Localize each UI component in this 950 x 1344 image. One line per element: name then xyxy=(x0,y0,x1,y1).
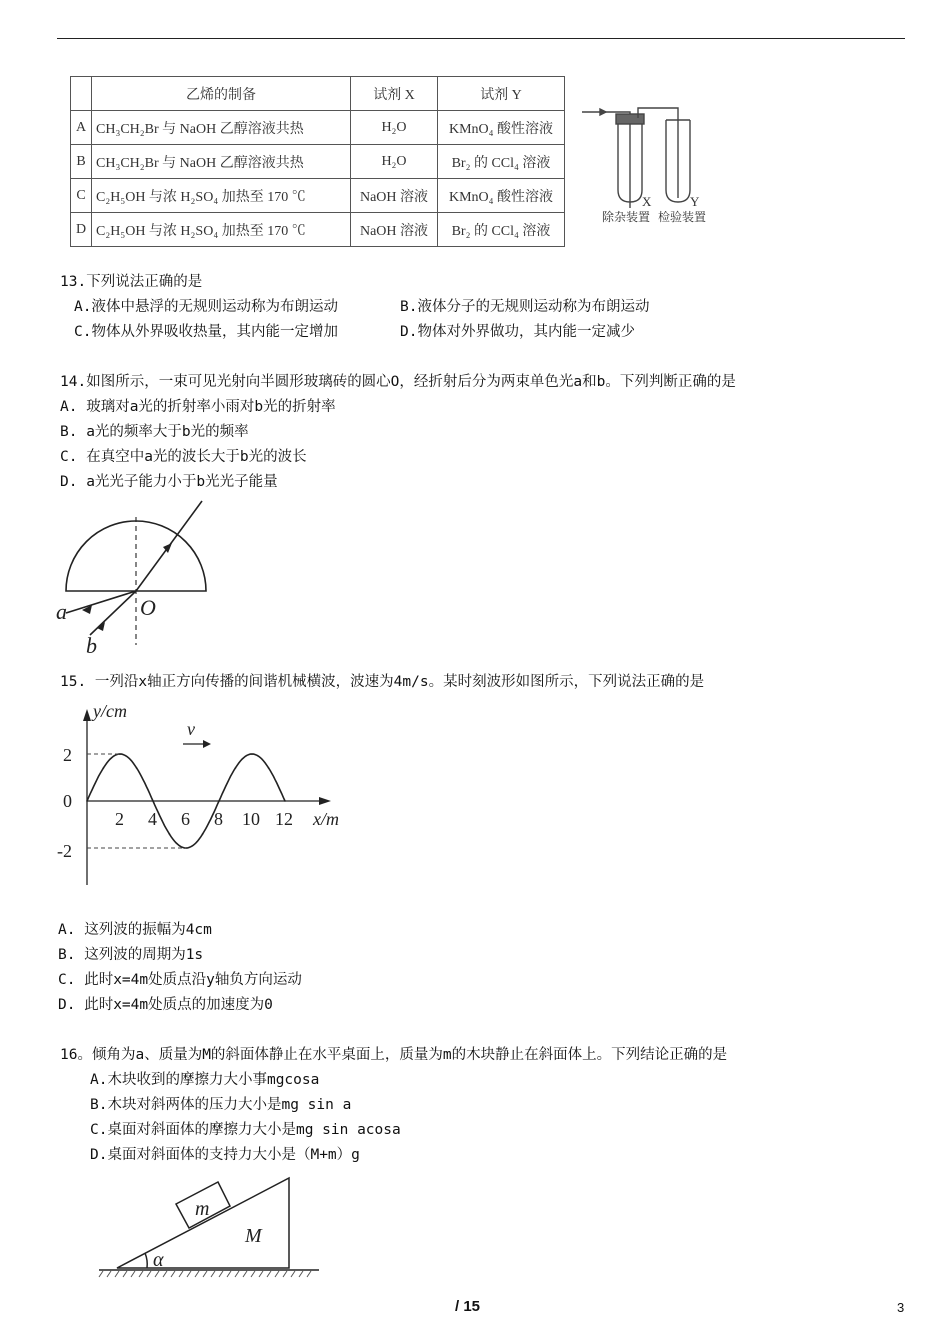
wave-point xyxy=(268,767,270,769)
table-header-row xyxy=(71,77,565,111)
ground-hatching xyxy=(99,1271,311,1277)
table-row xyxy=(71,111,565,145)
q14-option-d: D. a光光子能力小于b光光子能量 xyxy=(60,474,278,490)
q14-option-a: A. 玻璃对a光的折射率小雨对b光的折射率 xyxy=(60,399,336,415)
row-reagent-y: Br₂ 的 CCl₄ 溶液 xyxy=(438,213,565,247)
wave-point xyxy=(235,767,237,769)
semicircle-refraction-figure xyxy=(52,495,232,660)
label-a: a xyxy=(56,599,67,624)
wave-point xyxy=(169,833,171,835)
caption-test: 检验装置 xyxy=(658,210,707,224)
label-b: b xyxy=(86,633,97,658)
q14-option-b: B. a光的频率大于b光的频率 xyxy=(60,424,249,440)
page-number: 3 xyxy=(897,1300,905,1315)
q14-stem: 14.如图所示，一束可见光射向半圆形玻璃砖的圆心O，经折射后分为两束单色光a和b。下列判断正确的是 xyxy=(60,374,736,390)
q15-option-b: B. 这列波的周期为1s xyxy=(58,947,204,963)
incline-figure xyxy=(95,1170,325,1285)
label-m: m xyxy=(195,1198,210,1220)
y-axis-label: y/cm xyxy=(93,701,127,721)
row-reagent-x: H₂O xyxy=(351,111,438,145)
label-alpha: α xyxy=(153,1249,164,1271)
apparatus-figure xyxy=(578,98,708,228)
header-blank xyxy=(71,77,92,111)
header-reagent-x: 试剂 X xyxy=(351,77,438,111)
wave-point xyxy=(136,767,138,769)
x-axis-label: x/m xyxy=(313,809,339,829)
label-o: O xyxy=(140,595,156,620)
q15-option-a: A. 这列波的振幅为4cm xyxy=(58,922,212,938)
table-row xyxy=(71,145,565,179)
wave-point xyxy=(86,800,88,802)
q13-stem: 13.下列说法正确的是 xyxy=(60,274,203,290)
caption-purify: 除杂装置 xyxy=(602,210,651,224)
velocity-label: v xyxy=(187,719,195,739)
q13-option-d: D.物体对外界做功，其内能一定减少 xyxy=(400,324,635,340)
velocity-arrow-head xyxy=(203,740,211,748)
x-tick-label: 12 xyxy=(275,809,293,829)
wave-point xyxy=(202,833,204,835)
header-prep: 乙烯的制备 xyxy=(92,77,351,111)
wave-point xyxy=(218,800,220,802)
x-tick-label: 2 xyxy=(115,809,124,829)
q16-option-d: D.桌面对斜面体的支持力大小是（M+m）g xyxy=(90,1147,360,1163)
q15-option-c: C. 此时x=4m处质点沿y轴负方向运动 xyxy=(58,972,302,988)
q13-option-a: A.液体中悬浮的无规则运动称为布朗运动 xyxy=(74,299,338,315)
wave-graph xyxy=(55,695,355,890)
table-row xyxy=(71,213,565,247)
label-x: X xyxy=(642,194,652,209)
label-big-m: M xyxy=(245,1225,262,1247)
row-letter: C xyxy=(71,179,92,213)
left-stopper xyxy=(616,114,644,124)
q15-option-d: D. 此时x=4m处质点的加速度为0 xyxy=(58,997,273,1013)
q13-option-c: C.物体从外界吸收热量，其内能一定增加 xyxy=(74,324,338,340)
row-prep: C₂H₅OH 与浓 H₂SO₄ 加热至 170 ℃ xyxy=(92,179,351,213)
wave-point xyxy=(103,767,105,769)
row-reagent-x: NaOH 溶液 xyxy=(351,179,438,213)
q16-option-a: A.木块收到的摩擦力大小事mgcosa xyxy=(90,1072,320,1088)
y-tick-0: 0 xyxy=(63,791,72,811)
row-prep: C₂H₅OH 与浓 H₂SO₄ 加热至 170 ℃ xyxy=(92,213,351,247)
q16-option-c: C.桌面对斜面体的摩擦力大小是mg sin acosa xyxy=(90,1122,401,1138)
row-letter: D xyxy=(71,213,92,247)
row-reagent-y: KMnO₄ 酸性溶液 xyxy=(438,179,565,213)
wave-point xyxy=(284,800,286,802)
q13-option-b: B.液体分子的无规则运动称为布朗运动 xyxy=(400,299,650,315)
x-tick-label: 10 xyxy=(242,809,260,829)
row-prep: CH₃CH₂Br 与 NaOH 乙醇溶液共热 xyxy=(92,145,351,179)
table-row xyxy=(71,179,565,213)
y-tick-2: 2 xyxy=(63,745,72,765)
q14-option-c: C. 在真空中a光的波长大于b光的波长 xyxy=(60,449,307,465)
row-reagent-y: Br₂ 的 CCl₄ 溶液 xyxy=(438,145,565,179)
wave-point xyxy=(251,753,253,755)
x-tick-label: 8 xyxy=(214,809,223,829)
row-reagent-x: NaOH 溶液 xyxy=(351,213,438,247)
header-rule xyxy=(57,38,905,39)
ethylene-prep-table xyxy=(70,76,565,247)
arrow-head xyxy=(600,109,606,115)
x-tick-label: 4 xyxy=(148,809,157,829)
q16-option-b: B.木块对斜两体的压力大小是mg sin a xyxy=(90,1097,352,1113)
row-reagent-y: KMnO₄ 酸性溶液 xyxy=(438,111,565,145)
row-letter: A xyxy=(71,111,92,145)
angle-arc xyxy=(145,1253,147,1268)
row-reagent-x: H₂O xyxy=(351,145,438,179)
page-total: / 15 xyxy=(455,1298,481,1315)
wave-point xyxy=(152,800,154,802)
q16-stem: 16。倾角为a、质量为M的斜面体静止在水平桌面上，质量为m的木块静止在斜面体上。下列结论正确的是 xyxy=(60,1047,728,1063)
x-tick-label: 6 xyxy=(181,809,190,829)
row-letter: B xyxy=(71,145,92,179)
row-prep: CH₃CH₂Br 与 NaOH 乙醇溶液共热 xyxy=(92,111,351,145)
label-y: Y xyxy=(690,194,700,209)
y-axis-arrow xyxy=(83,709,91,721)
header-reagent-y: 试剂 Y xyxy=(438,77,565,111)
y-tick-neg2: -2 xyxy=(57,841,72,861)
x-axis-arrow xyxy=(319,797,331,805)
q15-stem: 15. 一列沿x轴正方向传播的间谐机械横波，波速为4m/s。某时刻波形如图所示，下列说法正确的是 xyxy=(60,674,705,690)
